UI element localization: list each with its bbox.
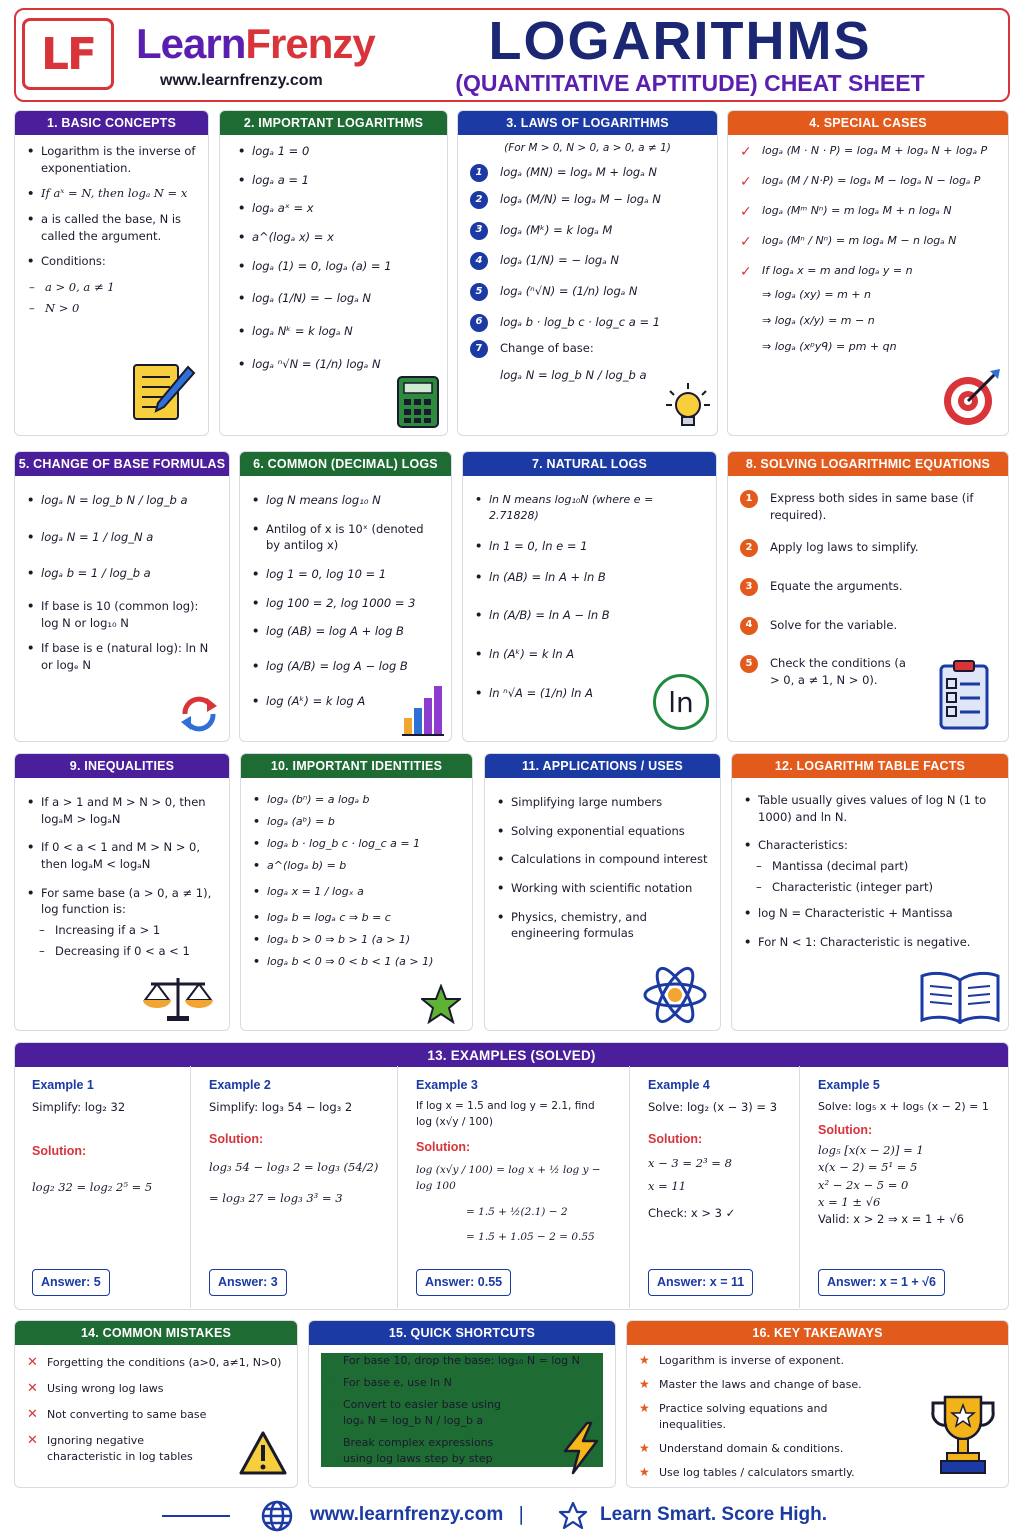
solution-step: = 1.5 + 1.05 − 2 = 0.55 [466, 1231, 595, 1244]
logo: LF [22, 18, 114, 90]
section-solving-equations [727, 451, 1009, 742]
section-inequalities [14, 753, 230, 1031]
list-item: • log 1 = 0, log 10 = 1 [252, 566, 439, 583]
list-item: ✓ For base 10, drop the base: log₁₀ N = log N [321, 1353, 603, 1369]
solution-step: = 1.5 + ½(2.1) − 2 [466, 1205, 568, 1218]
section-title: 12. LOGARITHM TABLE FACTS [732, 754, 1008, 778]
laws-conditions-note: (For M > 0, N > 0, a > 0, a ≠ 1) [504, 142, 671, 154]
list-item: • Simplifying large numbers [497, 794, 708, 811]
example-title: Example 4 [648, 1078, 710, 1092]
brand-name [136, 20, 375, 68]
list-item: ✕ Not converting to same base [27, 1407, 285, 1423]
list-item: • ln (A/B) = ln A − ln B [475, 607, 704, 624]
solution-step: x − 3 = 2³ = 8 [648, 1155, 732, 1170]
list-item: • logₐ 1 = 0 [238, 143, 435, 160]
section-title: 13. EXAMPLES (SOLVED) [15, 1043, 1008, 1067]
change-of-base-formula: logₐ N = log_b N / log_b a [500, 367, 647, 382]
list-item: ★ Practice solving equations and inequalities. [639, 1401, 896, 1433]
solution-label: Solution: [416, 1140, 471, 1155]
list-item: • logₐ ⁿ√N = (1/n) logₐ N [238, 356, 435, 373]
list-item: • If aˣ = N, then logₐ N = x [27, 185, 196, 202]
solution-label: Solution: [818, 1123, 873, 1138]
list-item: • logₐ (bⁿ) = a logₐ b [253, 792, 460, 808]
example-title: Example 1 [32, 1078, 94, 1092]
list-item: • Physics, chemistry, and engineering formulas [497, 909, 708, 942]
solution-step: Check: x > 3 ✓ [648, 1206, 736, 1221]
bar-chart-icon [402, 684, 444, 736]
list-item: • a is called the base, N is called the argument. [27, 211, 196, 244]
solution-label: Solution: [648, 1132, 703, 1146]
example-question: Solve: log₂ (x − 3) = 3 [648, 1099, 778, 1114]
section-basic-concepts [14, 110, 209, 436]
list-item: – Mantissa (decimal part) [754, 858, 996, 875]
footer-tagline: Learn Smart. Score High. [600, 1504, 828, 1525]
list-item: ✓ logₐ (M · N · P) = logₐ M + logₐ N + logₐ P [740, 143, 996, 159]
list-item: • logₐ N = 1 / log_N a [27, 529, 217, 546]
list-item: ⇒ logₐ (x/y) = m − n [762, 313, 875, 327]
list-item: • ln (Aᵏ) = k ln A [475, 646, 704, 663]
list-item: • If 0 < a < 1 and M > N > 0, then logₐM < logₐN [27, 839, 217, 872]
section-title: 9. INEQUALITIES [15, 754, 229, 778]
list-item: • log N = Characteristic + Mantissa [744, 905, 996, 922]
section-title: 14. COMMON MISTAKES [15, 1321, 297, 1345]
list-item: • Solving exponential equations [497, 823, 708, 840]
list-item: • a^(logₐ b) = b [253, 858, 460, 874]
footer-divider-left [162, 1515, 230, 1517]
list-item: • Table usually gives values of log N (1 to 1000) and ln N. [744, 792, 996, 825]
list-item: • logₐ b = logₐ c ⇒ b = c [253, 910, 460, 926]
list-item: • logₐ (1) = 0, logₐ (a) = 1 [238, 258, 435, 275]
footer-url[interactable]: www.learnfrenzy.com [310, 1504, 504, 1525]
list-item: • a^(logₐ x) = x [238, 229, 435, 246]
section-log-table-facts [731, 753, 1009, 1031]
section-title: 2. IMPORTANT LOGARITHMS [220, 111, 447, 135]
solution-step: log₅ [x(x − 2)] = 1 [818, 1143, 924, 1157]
notepad-pencil-icon [130, 359, 196, 423]
list-item: • Logarithm is the inverse of exponentiation. [27, 143, 196, 176]
list-item: ✓ Break complex expressions using log laws step by step [321, 1435, 603, 1467]
solution-step: x = 1 ± √6 [818, 1194, 881, 1209]
answer-badge: Answer: 5 [32, 1269, 110, 1296]
list-item: • logₐ Nᵏ = k logₐ N [238, 323, 435, 340]
list-item: • Antilog of x is 10ˣ (denoted by antilog x) [252, 521, 439, 554]
section-special-cases [727, 110, 1009, 436]
solution-step: Valid: x > 2 ⇒ x = 1 + √6 [818, 1212, 964, 1226]
example-title: Example 3 [416, 1078, 478, 1092]
solution-label: Solution: [209, 1132, 264, 1146]
example-5 [802, 1066, 1007, 1308]
section-title: 5. CHANGE OF BASE FORMULAS [15, 452, 229, 476]
list-item: • If a > 1 and M > N > 0, then logₐM > logₐN [27, 794, 217, 827]
list-item: ✕ Using wrong log laws [27, 1381, 285, 1397]
section-important-logarithms [219, 110, 448, 436]
lightbulb-icon [664, 381, 712, 431]
example-1 [16, 1066, 191, 1308]
list-item: ✓ logₐ (Mⁿ / Nⁿ) = m logₐ M − n logₐ N [740, 233, 996, 249]
example-title: Example 2 [209, 1078, 271, 1092]
list-item: • ln ⁿ√A = (1/n) ln A [475, 685, 704, 702]
list-item: ⇒ logₐ (xᵖyᑫ) = pm + qn [762, 339, 897, 353]
example-question: Simplify: log₃ 54 − log₃ 2 [209, 1099, 353, 1114]
list-item: 1 logₐ (MN) = logₐ M + logₐ N [470, 164, 705, 181]
list-item: 5 Check the conditions (a > 0, a ≠ 1, N > 0). [740, 655, 996, 688]
section-title: 3. LAWS OF LOGARITHMS [458, 111, 717, 135]
globe-icon [260, 1499, 294, 1533]
section-title: 4. SPECIAL CASES [728, 111, 1008, 135]
section-natural-logs [462, 451, 717, 742]
list-item: 4 logₐ (1/N) = − logₐ N [470, 252, 705, 269]
lightning-icon [559, 1421, 603, 1475]
calculator-icon [396, 375, 440, 429]
refresh-icon [177, 692, 221, 736]
page-subtitle: (QUANTITATIVE APTITUDE) CHEAT SHEET [455, 70, 925, 96]
list-item: • logₐ aˣ = x [238, 200, 435, 217]
section-title: 10. IMPORTANT IDENTITIES [241, 754, 472, 778]
footer-separator: | [518, 1503, 525, 1525]
section-change-of-base [14, 451, 230, 742]
list-item: ✕ Forgetting the conditions (a>0, a≠1, N>0) [27, 1355, 285, 1371]
clipboard-checklist-icon [938, 658, 990, 732]
answer-badge: Answer: 3 [209, 1269, 287, 1296]
list-item: ✓ For base e, use ln N [321, 1375, 603, 1391]
star-outline-icon [558, 1501, 588, 1531]
solution-step: log₃ 54 − log₃ 2 = log₃ (54/2) [209, 1159, 379, 1174]
list-item: 1 Express both sides in same base (if required). [740, 490, 996, 523]
solution-step: log (x√y / 100) = log x + ½ log y − log 100 [416, 1164, 601, 1192]
list-item: ✓ logₐ (M / N·P) = logₐ M − logₐ N − logₐ P [740, 173, 996, 189]
list-item: • log (AB) = log A + log B [252, 623, 439, 640]
section-title: 7. NATURAL LOGS [463, 452, 716, 476]
list-item: 2 logₐ (M/N) = logₐ M − logₐ N [470, 191, 705, 208]
list-item: 6 logₐ b · log_b c · log_c a = 1 [470, 314, 705, 331]
section-important-identities [240, 753, 473, 1031]
example-question: Simplify: log₂ 32 [32, 1099, 126, 1114]
list-item: • log 100 = 2, log 1000 = 3 [252, 595, 439, 612]
list-item: ✓ If logₐ x = m and logₐ y = n [740, 263, 996, 279]
trophy-icon [927, 1391, 999, 1477]
target-icon [940, 367, 1002, 429]
section-title: 15. QUICK SHORTCUTS [309, 1321, 615, 1345]
section-applications [484, 753, 721, 1031]
list-item: • Conditions: [27, 253, 196, 270]
ln-badge-icon: ln [653, 674, 709, 730]
list-item: 3 Equate the arguments. [740, 578, 996, 595]
example-4 [632, 1066, 800, 1308]
brand-learn: Learn [136, 20, 246, 67]
list-item: • ln (AB) = ln A + ln B [475, 569, 704, 586]
list-item: • ln N means log₁₀N (where e = 2.71828) [475, 492, 704, 524]
section-laws-of-logarithms [457, 110, 718, 436]
section-title: 11. APPLICATIONS / USES [485, 754, 720, 778]
answer-badge: Answer: 0.55 [416, 1269, 511, 1296]
section-quick-shortcuts [308, 1320, 616, 1488]
list-item: – a > 0, a ≠ 1 [27, 279, 196, 296]
list-item: • If base is 10 (common log): log N or log₁₀ N [27, 598, 217, 631]
list-item: • logₐ b < 0 ⇒ 0 < b < 1 (a > 1) [253, 954, 460, 970]
example-question: Solve: log₅ x + log₅ (x − 2) = 1 [818, 1099, 989, 1113]
list-item: • log (A/B) = log A − log B [252, 658, 439, 675]
list-item: ✓ Convert to easier base using logₐ N = log_b N / log_b a [321, 1397, 603, 1429]
list-item: • logₐ x = 1 / logₓ a [253, 884, 460, 900]
list-item: 2 Apply log laws to simplify. [740, 539, 996, 556]
list-item: • logₐ (aᵇ) = b [253, 814, 460, 830]
list-item: • logₐ a = 1 [238, 172, 435, 189]
section-title: 1. BASIC CONCEPTS [15, 111, 208, 135]
list-item: • Characteristics: [744, 837, 996, 854]
brand-frenzy: Frenzy [245, 20, 375, 67]
list-item: ★ Use log tables / calculators smartly. [639, 1465, 896, 1481]
section-common-logs [239, 451, 452, 742]
list-item: • ln 1 = 0, ln e = 1 [475, 538, 704, 555]
list-item: ★ Logarithm is inverse of exponent. [639, 1353, 896, 1369]
list-item: – Decreasing if 0 < a < 1 [37, 943, 217, 960]
list-item: ★ Master the laws and change of base. [639, 1377, 896, 1393]
solution-step: = log₃ 27 = log₃ 3³ = 3 [209, 1191, 343, 1205]
list-item: 3 logₐ (Mᵏ) = k logₐ M [470, 222, 705, 239]
balance-scale-icon [143, 972, 213, 1024]
list-item: • For same base (a > 0, a ≠ 1), log function is: [27, 885, 217, 918]
list-item: • logₐ b = 1 / log_b a [27, 565, 217, 582]
section-common-mistakes [14, 1320, 298, 1488]
example-2 [193, 1066, 398, 1308]
list-item: • If base is e (natural log): ln N or logₑ N [27, 640, 217, 673]
atom-icon [641, 964, 709, 1026]
brand-url[interactable]: www.learnfrenzy.com [160, 72, 323, 89]
list-item: • logₐ b · log_b c · log_c a = 1 [253, 836, 460, 852]
list-item: 7 Change of base: [470, 340, 705, 357]
section-key-takeaways [626, 1320, 1009, 1488]
solution-label: Solution: [32, 1144, 87, 1158]
answer-badge: Answer: x = 11 [648, 1269, 753, 1296]
section-title: 6. COMMON (DECIMAL) LOGS [240, 452, 451, 476]
list-item: ⇒ logₐ (xy) = m + n [762, 287, 871, 301]
solution-step: x = 11 [648, 1179, 687, 1193]
star-icon [421, 984, 461, 1024]
open-book-icon [918, 970, 1002, 1024]
list-item: 5 logₐ (ⁿ√N) = (1/n) logₐ N [470, 283, 705, 300]
list-item: • log (Aᵏ) = k log A [252, 693, 439, 710]
list-item: – Increasing if a > 1 [37, 922, 217, 939]
page-title: LOGARITHMS [488, 11, 872, 71]
list-item: ✕ Ignoring negative characteristic in log tables [27, 1433, 285, 1465]
solution-step: x² − 2x − 5 = 0 [818, 1177, 909, 1192]
list-item: • log N means log₁₀ N [252, 492, 439, 509]
solution-step: x(x − 2) = 5¹ = 5 [818, 1160, 918, 1175]
list-item: – N > 0 [27, 300, 196, 317]
list-item: ✓ logₐ (Mᵐ Nⁿ) = m logₐ M + n logₐ N [740, 203, 996, 219]
example-question: If log x = 1.5 and log y = 2.1, find log (x√y / 100) [416, 1099, 595, 1128]
list-item: • logₐ N = log_b N / log_b a [27, 492, 217, 509]
example-3 [400, 1066, 630, 1308]
list-item: • For N < 1: Characteristic is negative. [744, 934, 996, 951]
section-title: 8. SOLVING LOGARITHMIC EQUATIONS [728, 452, 1008, 476]
warning-icon [239, 1431, 287, 1475]
answer-badge: Answer: x = 1 + √6 [818, 1269, 945, 1296]
list-item: 4 Solve for the variable. [740, 617, 996, 634]
solution-step: log₂ 32 = log₂ 2⁵ = 5 [32, 1179, 153, 1194]
list-item: • logₐ (1/N) = − logₐ N [238, 290, 435, 307]
list-item: • logₐ b > 0 ⇒ b > 1 (a > 1) [253, 932, 460, 948]
list-item: • Calculations in compound interest [497, 851, 708, 868]
example-title: Example 5 [818, 1078, 880, 1092]
section-title: 16. KEY TAKEAWAYS [627, 1321, 1008, 1345]
list-item: – Characteristic (integer part) [754, 879, 996, 896]
list-item: ★ Understand domain & conditions. [639, 1441, 896, 1457]
list-item: • Working with scientific notation [497, 880, 708, 897]
